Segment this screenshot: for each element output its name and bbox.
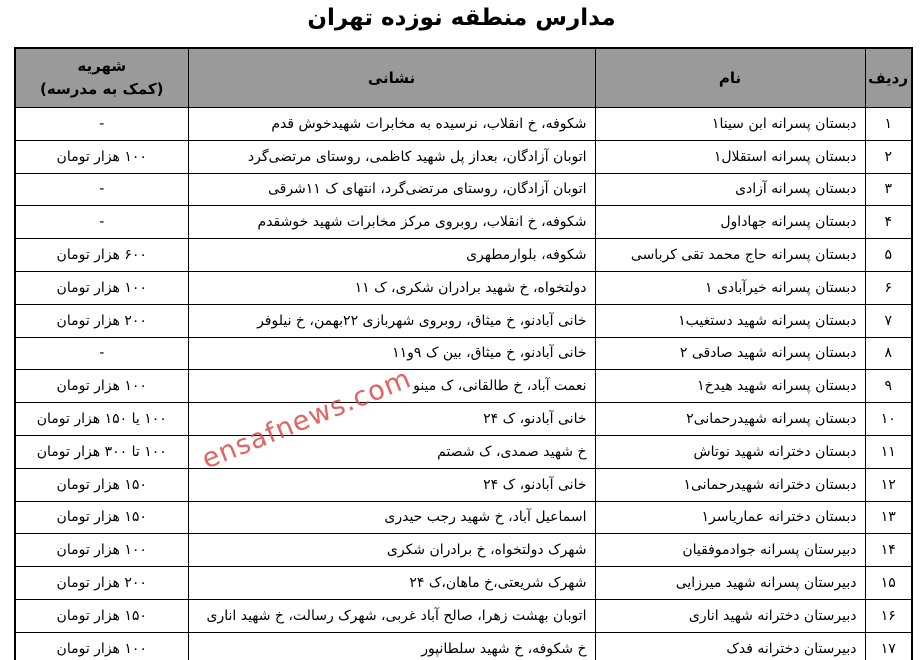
cell-radif: ۹ [865, 370, 912, 403]
cell-name: دبستان پسرانه جهاداول [595, 206, 865, 239]
cell-radif: ۸ [865, 337, 912, 370]
table-row [15, 337, 912, 370]
cell-radif: ۱۶ [865, 599, 912, 632]
cell-name: دبیرستان پسرانه جوادموفقیان [595, 534, 865, 567]
cell-radif: ۱۰ [865, 403, 912, 436]
table-row [15, 567, 912, 600]
table-row [15, 370, 912, 403]
header-tuition-line2: (کمک به مدرسه) [40, 80, 164, 98]
header-tuition-line1: شهریه [77, 56, 127, 75]
table-row [15, 435, 912, 468]
cell-name: دبستان دخترانه شهید نوتاش [595, 435, 865, 468]
watermark: ensafnews.com [197, 363, 416, 476]
cell-name: دبستان دخترانه عماریاسر۱ [595, 501, 865, 534]
cell-address: شکوفه، خ انقلاب، نرسیده به مخابرات شهیدخوش قدم [188, 108, 595, 141]
cell-radif: ۱۴ [865, 534, 912, 567]
header-address: نشانی [188, 48, 595, 108]
cell-address: خانی آبادنو، ک ۲۴ [188, 468, 595, 501]
cell-tuition: ۱۰۰ هزار تومان [15, 271, 188, 304]
cell-radif: ۲ [865, 140, 912, 173]
table-row [15, 271, 912, 304]
cell-tuition: - [15, 173, 188, 206]
cell-radif: ۶ [865, 271, 912, 304]
cell-address: خ شکوفه، خ شهید سلطانپور [188, 632, 595, 660]
table-row [15, 206, 912, 239]
header-row [15, 48, 912, 108]
cell-radif: ۵ [865, 239, 912, 272]
header-tuition [15, 48, 188, 108]
cell-address: اسماعیل آباد، خ شهید رجب حیدری [188, 501, 595, 534]
cell-name: دبستان پسرانه ابن سینا۱ [595, 108, 865, 141]
cell-name: دبستان پسرانه شهید هیدخ۱ [595, 370, 865, 403]
cell-tuition: ۶۰۰ هزار تومان [15, 239, 188, 272]
cell-tuition: ۱۰۰ هزار تومان [15, 370, 188, 403]
cell-address: خانی آبادنو، خ میثاق، روبروی شهربازی ۲۲بهمن، خ نیلوفر [188, 304, 595, 337]
cell-name: دبستان پسرانه استقلال۱ [595, 140, 865, 173]
page-title: مدارس منطقه نوزده تهران [307, 5, 616, 31]
cell-address: اتوبان آزادگان، بعداز پل شهید کاظمی، روستای مرتضی‌گرد [188, 140, 595, 173]
cell-address: خانی آبادنو، ک ۲۴ [188, 403, 595, 436]
cell-tuition: ۲۰۰ هزار تومان [15, 304, 188, 337]
cell-address: شهرک دولتخواه، خ برادران شکری [188, 534, 595, 567]
cell-tuition: ۱۵۰ هزار تومان [15, 468, 188, 501]
cell-radif: ۱۱ [865, 435, 912, 468]
header-name: نام [595, 48, 865, 108]
cell-radif: ۳ [865, 173, 912, 206]
cell-tuition: ۱۵۰ هزار تومان [15, 599, 188, 632]
cell-address: دولتخواه، خ شهید برادران شکری، ک ۱۱ [188, 271, 595, 304]
cell-tuition: ۱۰۰ یا ۱۵۰ هزار تومان [15, 403, 188, 436]
cell-tuition: ۱۰۰ هزار تومان [15, 140, 188, 173]
cell-radif: ۴ [865, 206, 912, 239]
cell-tuition: ۱۰۰ تا ۳۰۰ هزار تومان [15, 435, 188, 468]
cell-address: شهرک شریعتی،خ ماهان،ک ۲۴ [188, 567, 595, 600]
cell-radif: ۷ [865, 304, 912, 337]
cell-address: اتوبان آزادگان، روستای مرتضی‌گرد، انتهای ک ۱۱شرقی [188, 173, 595, 206]
cell-tuition: ۱۰۰ هزار تومان [15, 534, 188, 567]
table-row [15, 632, 912, 660]
cell-tuition: - [15, 108, 188, 141]
cell-radif: ۱۵ [865, 567, 912, 600]
cell-name: دبستان پسرانه آزادی [595, 173, 865, 206]
cell-radif: ۱ [865, 108, 912, 141]
cell-radif: ۱۷ [865, 632, 912, 660]
table-row [15, 108, 912, 141]
table-row [15, 468, 912, 501]
schools-table [14, 47, 913, 660]
header-radif: ردیف [865, 48, 912, 108]
cell-name: دبستان پسرانه خیرآبادی ۱ [595, 271, 865, 304]
cell-address: خانی آبادنو، خ میثاق، بین ک ۹و۱۱ [188, 337, 595, 370]
cell-tuition: ۲۰۰ هزار تومان [15, 567, 188, 600]
cell-tuition: ۱۵۰ هزار تومان [15, 501, 188, 534]
cell-name: دبیرستان دخترانه شهید اناری [595, 599, 865, 632]
table-row [15, 239, 912, 272]
cell-address: خ شهید صمدی، ک شصتم [188, 435, 595, 468]
table-row [15, 501, 912, 534]
cell-name: دبیرستان دخترانه فدک [595, 632, 865, 660]
cell-name: دبستان پسرانه شهید دستغیب۱ [595, 304, 865, 337]
cell-radif: ۱۳ [865, 501, 912, 534]
cell-address: شکوفه، خ انقلاب، روبروی مرکز مخابرات شهید خوشقدم [188, 206, 595, 239]
cell-tuition: - [15, 337, 188, 370]
table-row [15, 304, 912, 337]
cell-tuition: - [15, 206, 188, 239]
table-row [15, 534, 912, 567]
table-body [15, 108, 912, 660]
cell-address: نعمت آباد، خ طالقانی، ک مینو [188, 370, 595, 403]
table-row [15, 599, 912, 632]
cell-radif: ۱۲ [865, 468, 912, 501]
cell-name: دبستان پسرانه شهیدرحمانی۲ [595, 403, 865, 436]
cell-tuition: ۱۰۰ هزار تومان [15, 632, 188, 660]
cell-address: اتوبان بهشت زهرا، صالح آباد غربی، شهرک رسالت، خ شهید اناری [188, 599, 595, 632]
cell-name: دبیرستان پسرانه شهید میرزایی [595, 567, 865, 600]
table-row [15, 403, 912, 436]
cell-address: شکوفه، بلوارمطهری [188, 239, 595, 272]
cell-name: دبستان دخترانه شهیدرحمانی۱ [595, 468, 865, 501]
table-row [15, 173, 912, 206]
cell-name: دبستان پسرانه شهید صادقی ۲ [595, 337, 865, 370]
cell-name: دبستان پسرانه حاج محمد تقی کرباسی [595, 239, 865, 272]
table-row [15, 140, 912, 173]
